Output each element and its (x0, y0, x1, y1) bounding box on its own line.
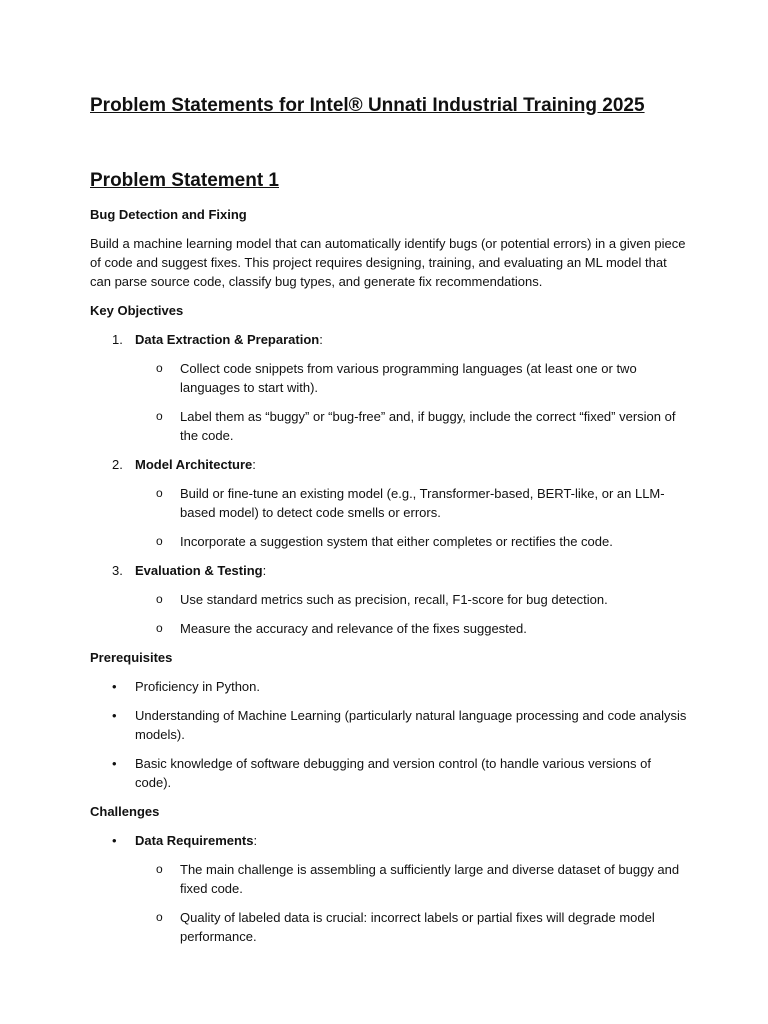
bullet-icon: • (112, 833, 117, 848)
circle-bullet-icon: o (156, 621, 163, 635)
sub-item (90, 908, 690, 946)
sub-item (90, 359, 690, 397)
objective-label: Data Extraction & Preparation (135, 332, 320, 347)
sub-item-text: Collect code snippets from various programming languages (at least one or two languages to start with). (180, 361, 637, 395)
circle-bullet-icon: o (156, 409, 163, 423)
sub-item-text: The main challenge is assembling a sufficiently large and diverse dataset of buggy and fixed code. (180, 862, 680, 896)
objective-item (90, 330, 690, 349)
prerequisite-item (90, 706, 690, 744)
sub-item-text: Measure the accuracy and relevance of the fixes suggested. (180, 621, 527, 636)
circle-bullet-icon: o (156, 862, 163, 876)
problem-statement-heading: Problem Statement 1 (90, 170, 279, 191)
objective-label: Model Architecture (135, 457, 253, 472)
label-colon: : (262, 563, 267, 578)
sub-item (90, 590, 690, 609)
circle-bullet-icon: o (156, 534, 163, 548)
document-body (90, 205, 690, 956)
objective-item (90, 561, 690, 580)
objectives-heading: Key Objectives (90, 303, 184, 318)
sub-item-text: Incorporate a suggestion system that either completes or rectifies the code. (180, 534, 613, 549)
sub-item-text: Label them as “buggy” or “bug-free” and, if buggy, include the correct “fixed” version of the code. (180, 409, 676, 443)
prerequisite-item (90, 754, 690, 792)
sub-item-text: Quality of labeled data is crucial: incorrect labels or partial fixes will degrade model performance. (180, 910, 655, 944)
list-number: 3. (112, 563, 123, 578)
sub-item (90, 860, 690, 898)
list-number: 2. (112, 457, 123, 472)
challenges-heading: Challenges (90, 804, 160, 819)
prerequisites-heading: Prerequisites (90, 650, 173, 665)
bullet-icon: • (112, 756, 117, 771)
challenge-label: Data Requirements (135, 833, 254, 848)
sub-item-text: Build or fine-tune an existing model (e.g., Transformer-based, BERT-like, or an LLM-based model) to detect code smells or errors. (180, 486, 665, 520)
objective-item (90, 455, 690, 474)
prerequisite-text: Proficiency in Python. (135, 679, 261, 694)
sub-item (90, 532, 690, 551)
sub-item (90, 484, 690, 522)
document-title: Problem Statements for Intel® Unnati Industrial Training 2025 (90, 95, 645, 116)
prerequisite-text: Understanding of Machine Learning (particularly natural language processing and code analysis models). (135, 708, 687, 742)
objective-label: Evaluation & Testing (135, 563, 263, 578)
circle-bullet-icon: o (156, 486, 163, 500)
sub-item (90, 407, 690, 445)
circle-bullet-icon: o (156, 361, 163, 375)
challenge-item (90, 831, 690, 850)
list-number: 1. (112, 332, 123, 347)
bullet-icon: • (112, 679, 117, 694)
sub-item (90, 619, 690, 638)
label-colon: : (253, 833, 258, 848)
prerequisite-item (90, 677, 690, 696)
bullet-icon: • (112, 708, 117, 723)
label-colon: : (319, 332, 323, 347)
sub-item-text: Use standard metrics such as precision, recall, F1-score for bug detection. (180, 592, 608, 607)
label-colon: : (252, 457, 256, 472)
circle-bullet-icon: o (156, 910, 163, 924)
topic-heading: Bug Detection and Fixing (90, 207, 247, 222)
circle-bullet-icon: o (156, 592, 163, 606)
intro-paragraph: Build a machine learning model that can automatically identify bugs (or potential errors) in a given piece of code and suggest fixes. This project requires designing, training, and evaluating an ML model that can parse source code, classify bug types, and generate fix recommendations. (90, 236, 686, 289)
prerequisite-text: Basic knowledge of software debugging and version control (to handle various versions of code). (135, 756, 651, 790)
